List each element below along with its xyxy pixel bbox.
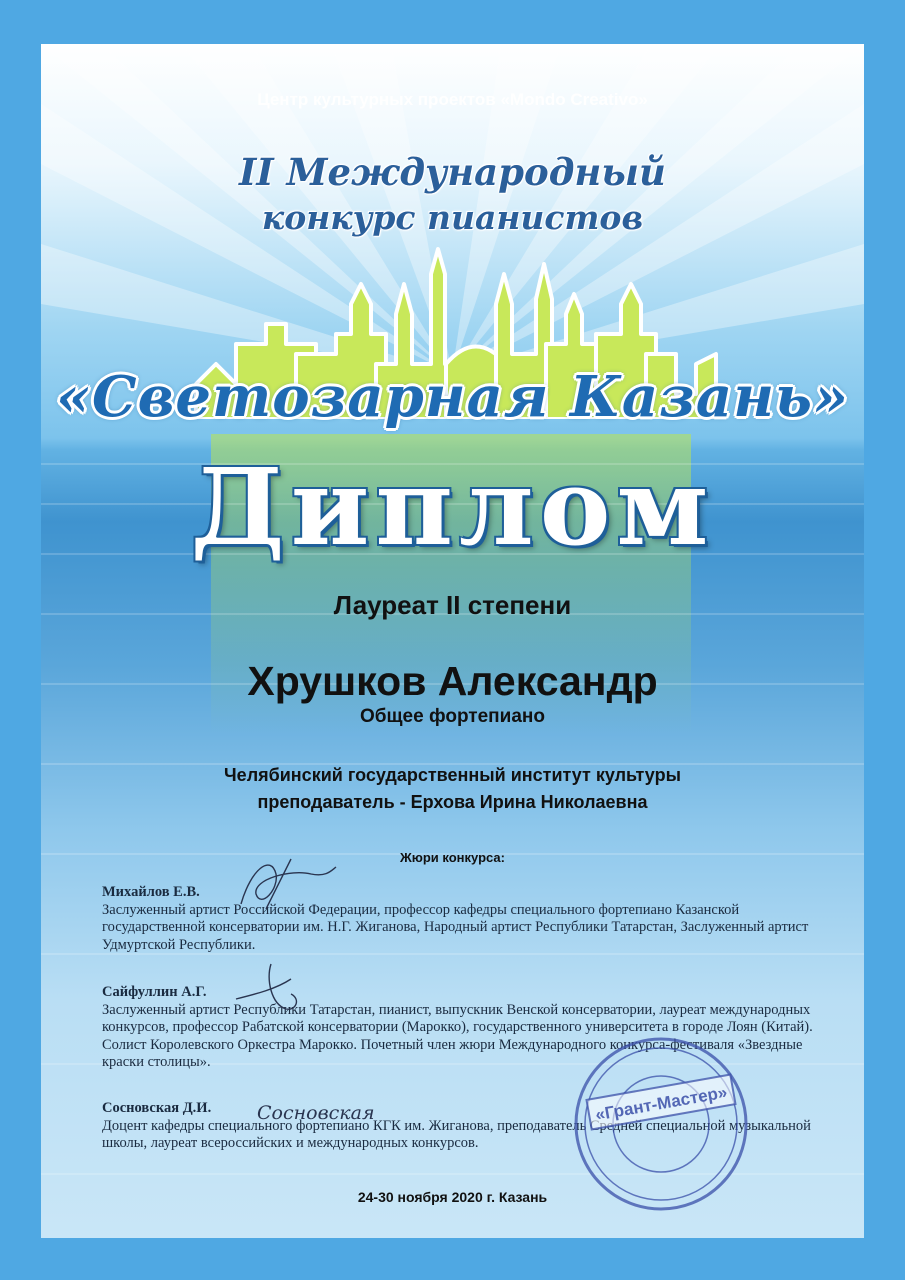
juror-bio: Доцент кафедры специального фортепиано КГК им. Жиганова, преподаватель Средней специальной музыкальной школы, лауреат всероссийских и международных конкурсов. [102,1117,811,1151]
participant-name: Хрушков Александр [247,658,658,704]
institution-name: Челябинский государственный институт культуры [224,765,681,785]
institution-block [41,762,864,816]
date-and-place: 24-30 ноября 2020 г. Казань [357,1189,548,1205]
juror-bio: Заслуженный артист Республики Татарстан, пианист, выпускник Венской консерватории, лауреат международных конкурсов, профессор Рабатской консерватории (Марокко), государственного университета в городе Лоян (Китай). Солист Королевского Оркестра Марокко. Почетный член жюри Международного конкурса-фестиваля «Звездные краски столицы». [102,1001,813,1070]
discipline: Общее фортепиано [360,706,545,727]
juror-bio: Заслуженный артист Российской Федерации, профессор кафедры специального фортепиано Казанской государственной консерватории им. Н.Г. Жиганова, Народный артист Республики Татарстан, Заслуженный артист Удмуртской Республики. [102,901,809,953]
diploma-inner-panel [41,44,864,1238]
stamp-text: «Грант-Мастер» [593,1082,729,1125]
signature-sosnovskaya-image [251,1092,391,1132]
organizer-name: Центр культурных проектов «Mondo Creativo» [257,90,648,109]
competition-subtitle-line1: II Международный [239,150,666,194]
jury-heading: Жюри конкурса: [400,850,505,865]
competition-subtitle-line2: конкурс пианистов [261,198,644,237]
juror-name: Сосновская Д.И. [102,1100,212,1116]
signature-text: Сосновская [257,1102,375,1124]
document-title: Диплом [190,444,715,569]
award-degree: Лауреат II степени [333,590,572,620]
juror-name: Сайфуллин А.Г. [102,984,207,1000]
juror-entry [102,884,842,954]
teacher-name: преподаватель - Ерхова Ирина Николаевна [257,792,648,812]
juror-name: Михайлов Е.В. [102,884,200,900]
signature-mikhailov-image [231,849,341,919]
signature-saifullin-image [231,959,321,1014]
contest-name: «Светозарная Казань» [56,364,849,430]
